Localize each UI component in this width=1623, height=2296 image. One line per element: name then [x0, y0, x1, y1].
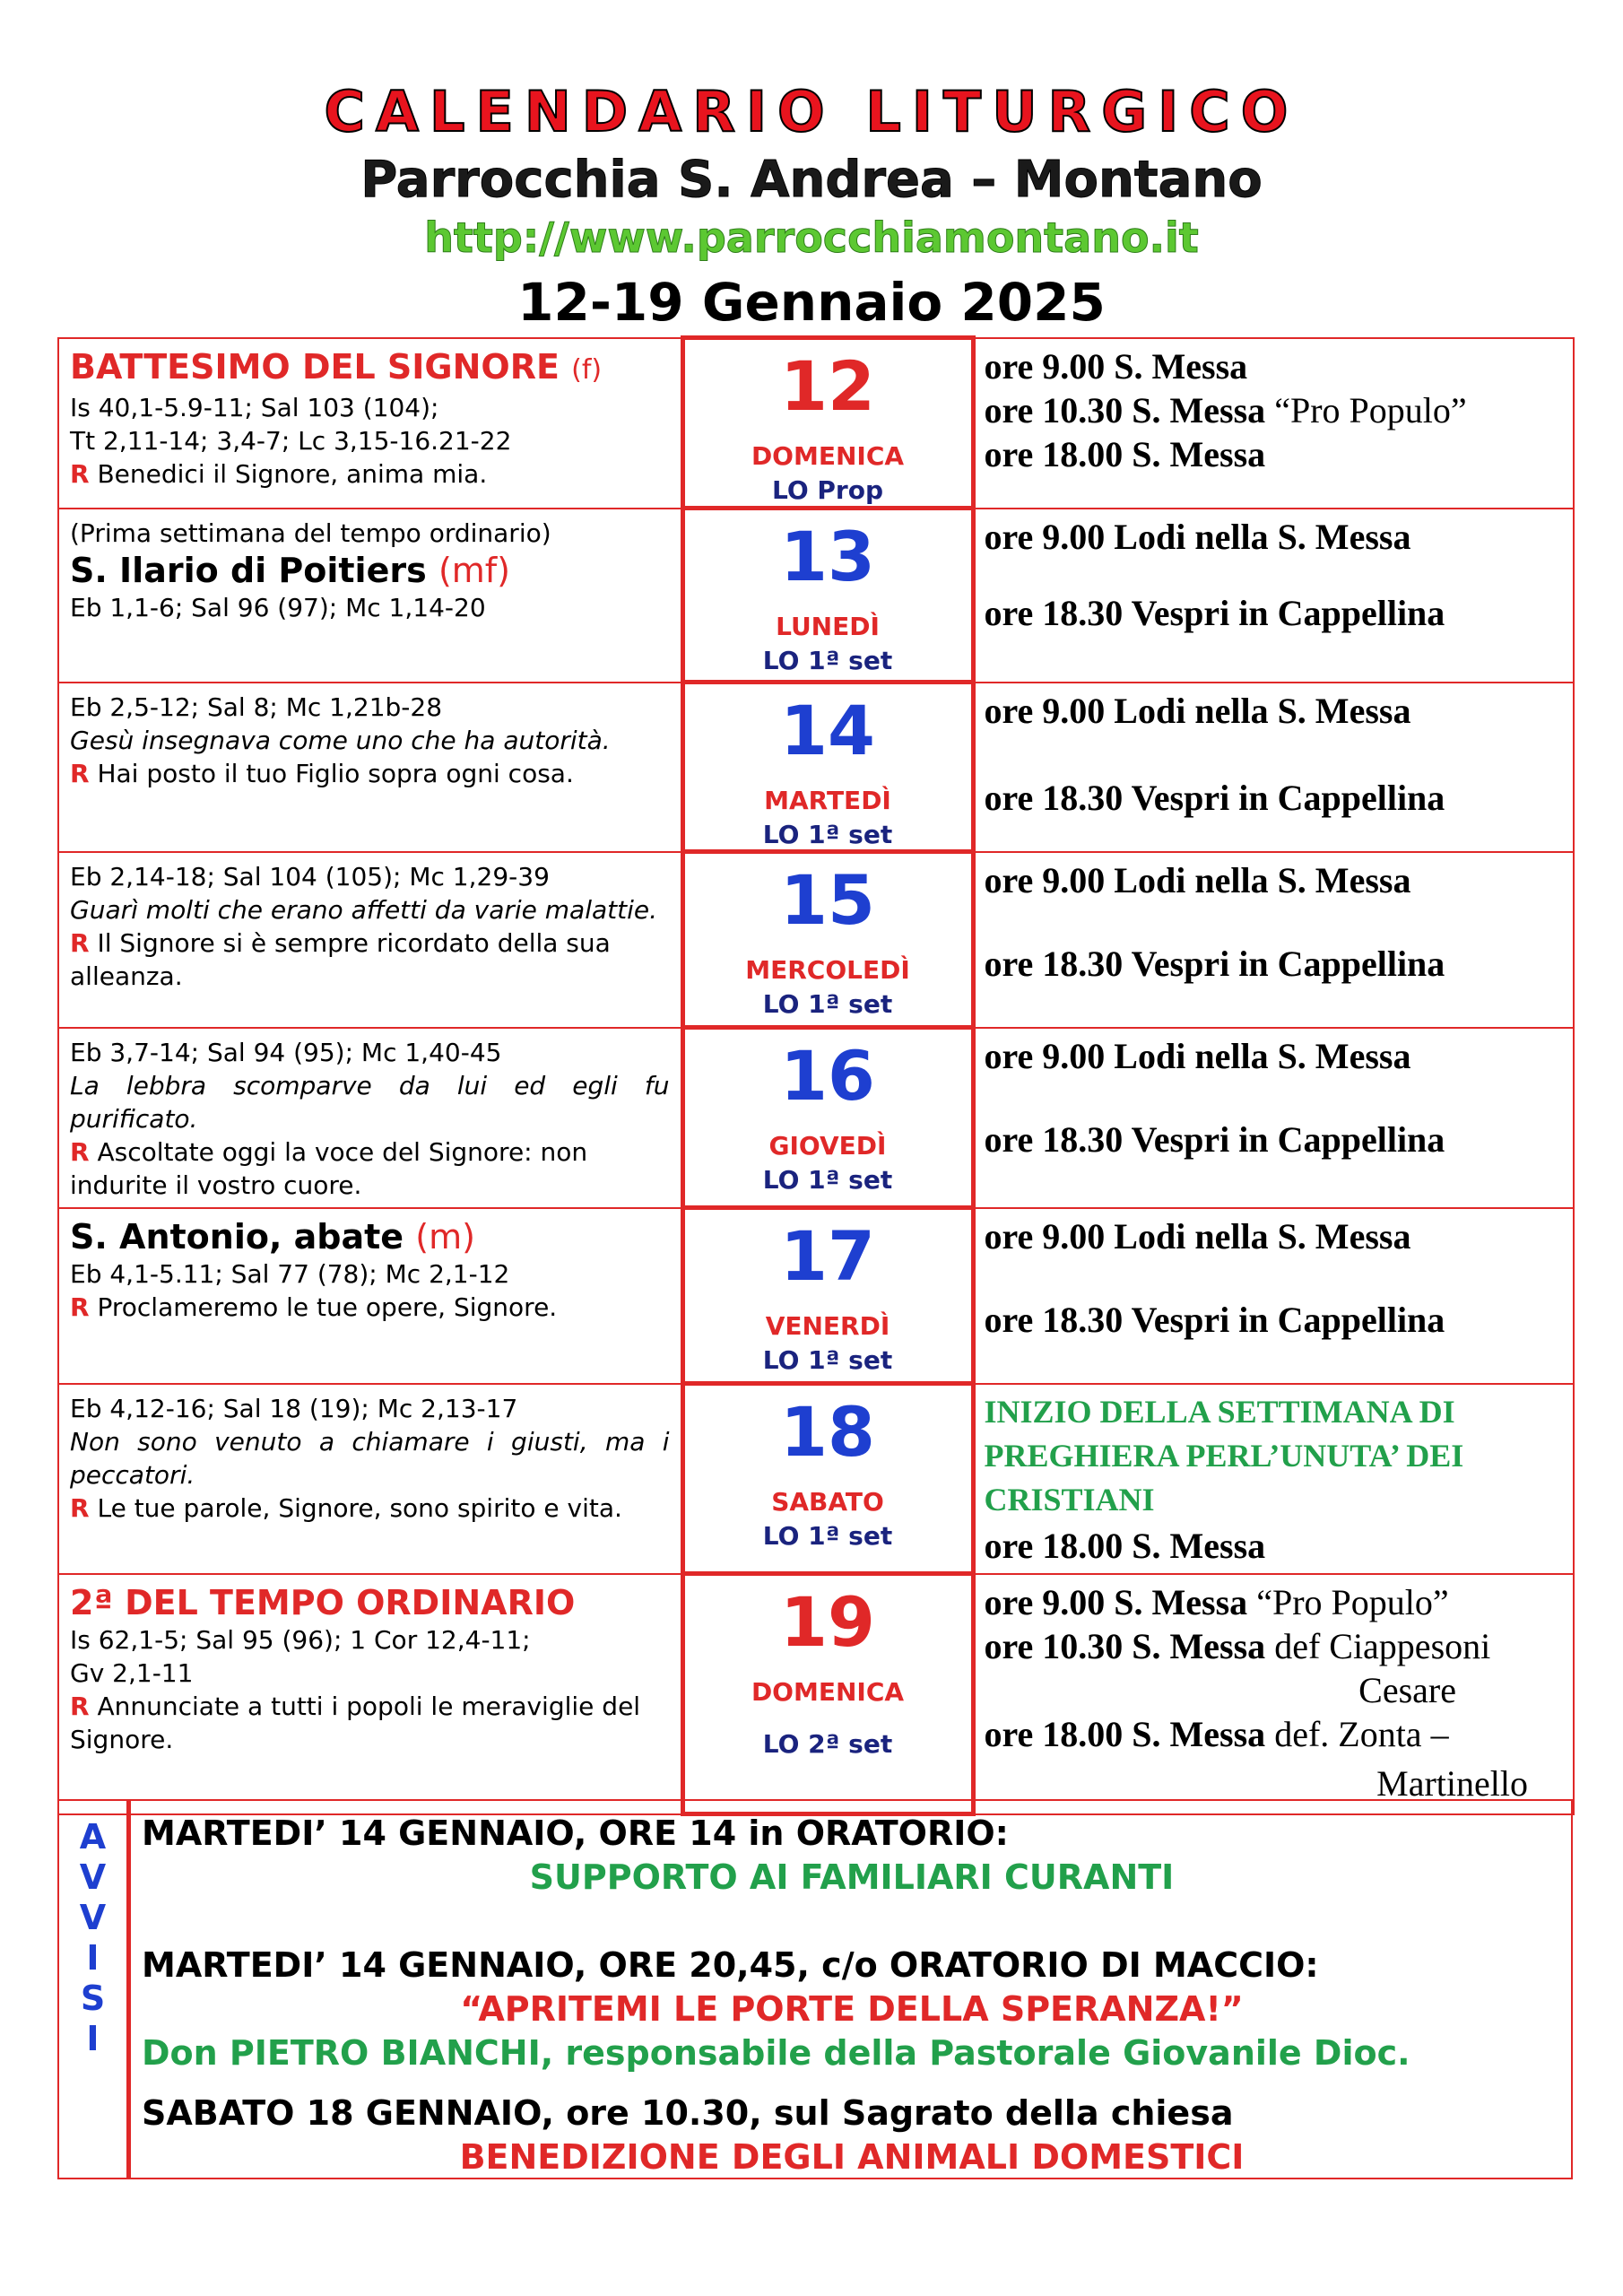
schedule-cell — [973, 1574, 1574, 1814]
liturgy-hours: LO Prop — [771, 475, 883, 505]
schedule-line: ore 18.30 Vespri in Cappellina — [984, 777, 1445, 818]
gospel-verse: Gesù insegnava come uno che ha autorità. — [70, 725, 611, 755]
day-number: 18 — [780, 1392, 875, 1472]
schedule-line: ore 9.00 Lodi nella S. Messa — [984, 516, 1411, 557]
gospel-verse: La lebbra scomparve da lui ed egli fu purificato. — [70, 1070, 670, 1134]
day-cell — [682, 852, 973, 1028]
schedule-cell — [973, 1384, 1574, 1574]
liturgy-hours: LO 1ª set — [762, 1345, 893, 1375]
liturgy-cell — [58, 1028, 682, 1208]
day-name: LUNEDÌ — [776, 612, 880, 641]
feast-rank: (f) — [571, 353, 603, 386]
day-cell — [682, 1028, 973, 1208]
liturgy-cell — [58, 1574, 682, 1814]
day-number: 15 — [780, 860, 875, 940]
responsorial: R Il Signore si è sempre ricordato della sua alleanza. — [70, 927, 611, 991]
schedule-cell — [973, 509, 1574, 683]
liturgy-hours: LO 2ª set — [762, 1729, 893, 1759]
day-number: 13 — [780, 517, 875, 596]
day-row-19 — [58, 1574, 1574, 1814]
schedule-continuation: Martinello — [1376, 1762, 1528, 1804]
day-name: GIOVEDÌ — [768, 1131, 887, 1161]
day-cell — [682, 338, 973, 509]
schedule-line: ore 9.00 Lodi nella S. Messa — [984, 1035, 1411, 1076]
schedule-line: ore 9.00 Lodi nella S. Messa — [984, 690, 1411, 731]
liturgy-cell — [58, 509, 682, 683]
notice-subject: SUPPORTO AI FAMILIARI CURANTI — [529, 1857, 1175, 1897]
date-range: 12-19 Gennaio 2025 — [517, 272, 1106, 333]
day-row-14 — [58, 683, 1574, 852]
notice-speaker: Don PIETRO BIANCHI, responsabile della Pastorale Giovanile Dioc. — [142, 2033, 1410, 2073]
day-row-15 — [58, 852, 1574, 1028]
readings-line: Eb 2,5-12; Sal 8; Mc 1,21b-28 — [70, 691, 443, 722]
schedule-line: ore 9.00 S. Messa “Pro Populo” — [984, 1581, 1449, 1622]
notice-heading: MARTEDI’ 14 GENNAIO, ORE 14 in ORATORIO: — [142, 1813, 1009, 1853]
day-name: MARTEDÌ — [764, 786, 891, 815]
day-number: 19 — [780, 1582, 875, 1662]
readings-line: Is 62,1-5; Sal 95 (96); 1 Cor 12,4-11; — [70, 1624, 531, 1655]
parish-name: Parrocchia S. Andrea – Montano — [360, 151, 1263, 209]
schedule-line: ore 9.00 S. Messa — [984, 345, 1248, 387]
schedule-line: ore 9.00 Lodi nella S. Messa — [984, 859, 1411, 900]
schedule-line: ore 18.00 S. Messa — [984, 1525, 1266, 1566]
feast-rank: (m) — [415, 1216, 475, 1257]
season-note: (Prima settimana del tempo ordinario) — [70, 517, 551, 548]
responsorial: R Annunciate a tutti i popoli le meraviglie del Signore. — [70, 1691, 641, 1754]
feast-title: BATTESIMO DEL SIGNORE (f) — [70, 346, 603, 387]
notices-body — [142, 1812, 1562, 2179]
day-name: MERCOLEDÌ — [745, 955, 910, 985]
calendar-table — [57, 335, 1575, 1816]
responsorial: R Proclameremo le tue opere, Signore. — [70, 1292, 558, 1322]
day-number: 17 — [780, 1216, 875, 1296]
page-title: CALENDARIO LITURGICO — [324, 79, 1299, 144]
readings-line: Gv 2,1-11 — [70, 1657, 194, 1688]
schedule-line: ore 18.30 Vespri in Cappellina — [984, 1299, 1445, 1340]
schedule-line: ore 18.30 Vespri in Cappellina — [984, 943, 1445, 984]
readings-line: Eb 3,7-14; Sal 94 (95); Mc 1,40-45 — [70, 1037, 502, 1067]
schedule-line: ore 9.00 Lodi nella S. Messa — [984, 1215, 1411, 1257]
liturgy-hours: LO 1ª set — [762, 820, 893, 849]
day-cell — [682, 683, 973, 852]
gospel-verse: Guarì molti che erano affetti da varie malattie. — [70, 894, 658, 925]
liturgy-cell — [58, 852, 682, 1028]
notice-heading: MARTEDI’ 14 GENNAIO, ORE 20,45, c/o ORATORIO DI MACCIO: — [142, 1945, 1319, 1985]
day-cell — [682, 1574, 973, 1814]
liturgy-hours: LO 1ª set — [762, 646, 893, 675]
day-name: VENERDÌ — [765, 1311, 890, 1341]
schedule-line: ore 18.30 Vespri in Cappellina — [984, 592, 1445, 633]
liturgy-cell — [58, 338, 682, 509]
readings-line: Eb 2,14-18; Sal 104 (105); Mc 1,29-39 — [70, 861, 550, 891]
schedule-line: ore 10.30 S. Messa “Pro Populo” — [984, 389, 1467, 430]
readings-line: Eb 4,1-5.11; Sal 77 (78); Mc 2,1-12 — [70, 1258, 510, 1289]
notices-box — [57, 1799, 1573, 2179]
day-row-16 — [58, 1028, 1574, 1208]
day-number: 16 — [780, 1036, 875, 1116]
prayer-week-notice: CRISTIANI — [984, 1481, 1155, 1518]
readings-line: Is 40,1-5.9-11; Sal 103 (104); — [70, 392, 439, 422]
notice-heading: SABATO 18 GENNAIO, ore 10.30, sul Sagrato della chiesa — [142, 2093, 1234, 2133]
schedule-cell — [973, 683, 1574, 852]
schedule-line: ore 10.30 S. Messa def Ciappesoni — [984, 1625, 1491, 1666]
day-cell — [682, 1208, 973, 1384]
schedule-line: ore 18.00 S. Messa — [984, 433, 1266, 474]
prayer-week-notice: PREGHIERA PERL’UNUTA’ DEI — [984, 1437, 1464, 1474]
schedule-continuation: Cesare — [1358, 1669, 1456, 1710]
feast-title: S. Ilario di Poitiers (mf) — [70, 550, 510, 590]
prayer-week-notice: INIZIO DELLA SETTIMANA DI — [984, 1393, 1455, 1430]
schedule-cell — [973, 852, 1574, 1028]
day-name: DOMENICA — [751, 441, 905, 471]
liturgy-cell — [58, 1384, 682, 1574]
liturgy-cell — [58, 1208, 682, 1384]
day-row-17 — [58, 1208, 1574, 1384]
notice-subject: “APRITEMI LE PORTE DELLA SPERANZA!” — [460, 1989, 1244, 2029]
liturgy-hours: LO 1ª set — [762, 1165, 893, 1195]
day-number: 14 — [780, 691, 875, 770]
parish-url[interactable]: http://www.parrocchiamontano.it — [424, 213, 1199, 262]
day-row-13 — [58, 509, 1574, 683]
notice-subject: BENEDIZIONE DEGLI ANIMALI DOMESTICI — [459, 2137, 1245, 2177]
feast-rank: (mf) — [438, 550, 510, 590]
day-number: 12 — [780, 346, 875, 426]
gospel-verse: Non sono venuto a chiamare i giusti, ma i peccatori. — [70, 1426, 670, 1490]
feast-title: 2ª DEL TEMPO ORDINARIO — [70, 1582, 576, 1622]
feast-title: S. Antonio, abate (m) — [70, 1216, 475, 1257]
liturgy-hours: LO 1ª set — [762, 1521, 893, 1551]
responsorial: R Ascoltate oggi la voce del Signore: non indurite il vostro cuore. — [70, 1136, 588, 1200]
day-cell — [682, 1384, 973, 1574]
notices-label: A V V I S I — [59, 1801, 131, 2178]
readings-line: Eb 1,1-6; Sal 96 (97); Mc 1,14-20 — [70, 592, 486, 622]
schedule-cell — [973, 1028, 1574, 1208]
schedule-line: ore 18.30 Vespri in Cappellina — [984, 1118, 1445, 1160]
schedule-cell — [973, 1208, 1574, 1384]
responsorial: R Le tue parole, Signore, sono spirito e vita. — [70, 1492, 622, 1523]
responsorial: R Benedici il Signore, anima mia. — [70, 458, 488, 489]
day-row-12 — [58, 338, 1574, 509]
liturgy-cell — [58, 683, 682, 852]
responsorial: R Hai posto il tuo Figlio sopra ogni cosa. — [70, 758, 574, 788]
schedule-cell — [973, 338, 1574, 509]
liturgy-hours: LO 1ª set — [762, 989, 893, 1019]
day-cell — [682, 509, 973, 683]
day-row-18 — [58, 1384, 1574, 1574]
readings-line: Tt 2,11-14; 3,4-7; Lc 3,15-16.21-22 — [70, 425, 512, 456]
day-name: DOMENICA — [751, 1677, 905, 1707]
readings-line: Eb 4,12-16; Sal 18 (19); Mc 2,13-17 — [70, 1393, 518, 1423]
schedule-line: ore 18.00 S. Messa def. Zonta – — [984, 1713, 1449, 1754]
day-name: SABATO — [771, 1487, 884, 1517]
